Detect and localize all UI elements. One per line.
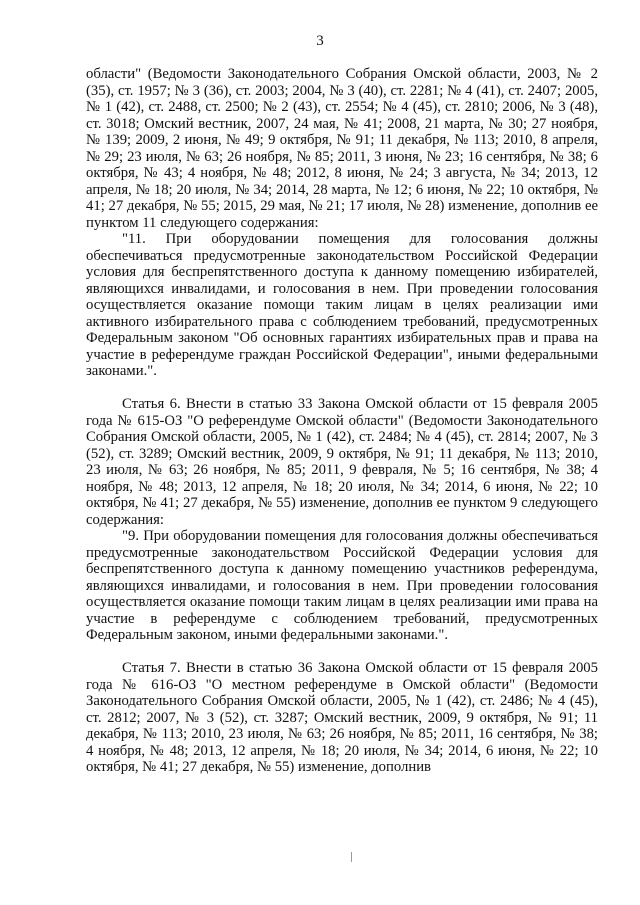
- scan-artifact: [351, 852, 352, 862]
- paragraph-point-9: "9. При оборудовании помещения для голосования должны обеспечиваться предусмотренные законодательством Российской Федерации условия для беспрепятственного доступа к данному помещению участников референдума, являющихся инвалидами, и голосования в нем. При проведении голосования осуществляется оказание помощи таким лицам в целях реализации ими права на участие в референдуме с соблюдением требований, предусмотренных Федеральным законом, иными федеральными законами.".: [86, 528, 598, 643]
- page-number: 3: [316, 33, 324, 49]
- paragraph-article-6: Статья 6. Внести в статью 33 Закона Омской области от 15 февраля 2005 года № 615-ОЗ "О референдуме Омской области" (Ведомости Законодательного Собрания Омской области, 2005, № 1 (42), ст. 2484; № 4 (45), ст. 2814; 2007, № 3 (52), ст. 3289; Омский вестник, 2009, 9 октября, № 91; 11 декабря, № 113; 2010, 23 июля, № 63; 26 ноября, № 85; 2011, 9 февраля, № 5; 16 сентября, № 38; 4 ноября, № 48; 2013, 12 апреля, № 18; 20 июля, № 34; 2014, 6 июня, № 22; 10 октября, № 41; 27 декабря, № 55) изменение, дополнив ее пунктом 9 следующего содержания:: [86, 396, 598, 528]
- paragraph-continuation: области" (Ведомости Законодательного Собрания Омской области, 2003, № 2 (35), ст. 1957; № 3 (36), ст. 2003; 2004, № 3 (40), ст. 2281; № 4 (41), ст. 2407; 2005, № 1 (42), ст. 2488, ст. 2500; № 2 (43), ст. 2554; № 4 (45), ст. 2810; 2006, № 3 (48), ст. 3018; Омский вестник, 2007, 24 мая, № 41; 2008, 21 марта, № 30; 27 ноября, № 139; 2009, 2 июня, № 49; 9 октября, № 91; 11 декабря, № 113; 2010, 8 апреля, № 29; 23 июля, № 63; 26 ноября, № 85; 2011, 3 июня, № 23; 16 сентября, № 38; 6 октября, № 43; 4 ноября, № 48; 2012, 8 июня, № 24; 3 августа, № 34; 2013, 12 апреля, № 18; 20 июля, № 34; 2014, 28 марта, № 12; 6 июня, № 22; 10 октября, № 41; 27 декабря, № 55; 2015, 29 мая, № 21; 17 июля, № 28) изменение, дополнив ее пунктом 11 следующего содержания:: [86, 66, 598, 231]
- paragraph-article-7: Статья 7. Внести в статью 36 Закона Омской области от 15 февраля 2005 года № 616-ОЗ "О местном референдуме в Омской области" (Ведомости Законодательного Собрания Омской области, 2005, № 1 (42), ст. 2486; № 4 (45), ст. 2812; 2007, № 3 (52), ст. 3287; Омский вестник, 2009, 9 октября, № 91; 11 декабря, № 113; 2010, 23 июля, № 63; 26 ноября, № 85; 2011, 16 сентября, № 38; 4 ноября, № 48; 2013, 12 апреля, № 18; 20 июля, № 34; 2014, 6 июня, № 22; 10 октября, № 41; 27 декабря, № 55) изменение, дополнив: [86, 660, 598, 775]
- paragraph-point-11: "11. При оборудовании помещения для голосования должны обеспечиваться предусмотренные законодательством Российской Федерации условия для беспрепятственного доступа к данному помещению избирателей, являющихся инвалидами, и голосования в нем. При проведении голосования осуществляется оказание помощи таким лицам в целях реализации ими активного избирательного права с соблюдением требований, предусмотренных Федеральным законом "Об основных гарантиях избирательных прав и права на участие в референдуме граждан Российской Федерации", иными федеральными законами.".: [86, 231, 598, 379]
- document-body: [86, 66, 598, 776]
